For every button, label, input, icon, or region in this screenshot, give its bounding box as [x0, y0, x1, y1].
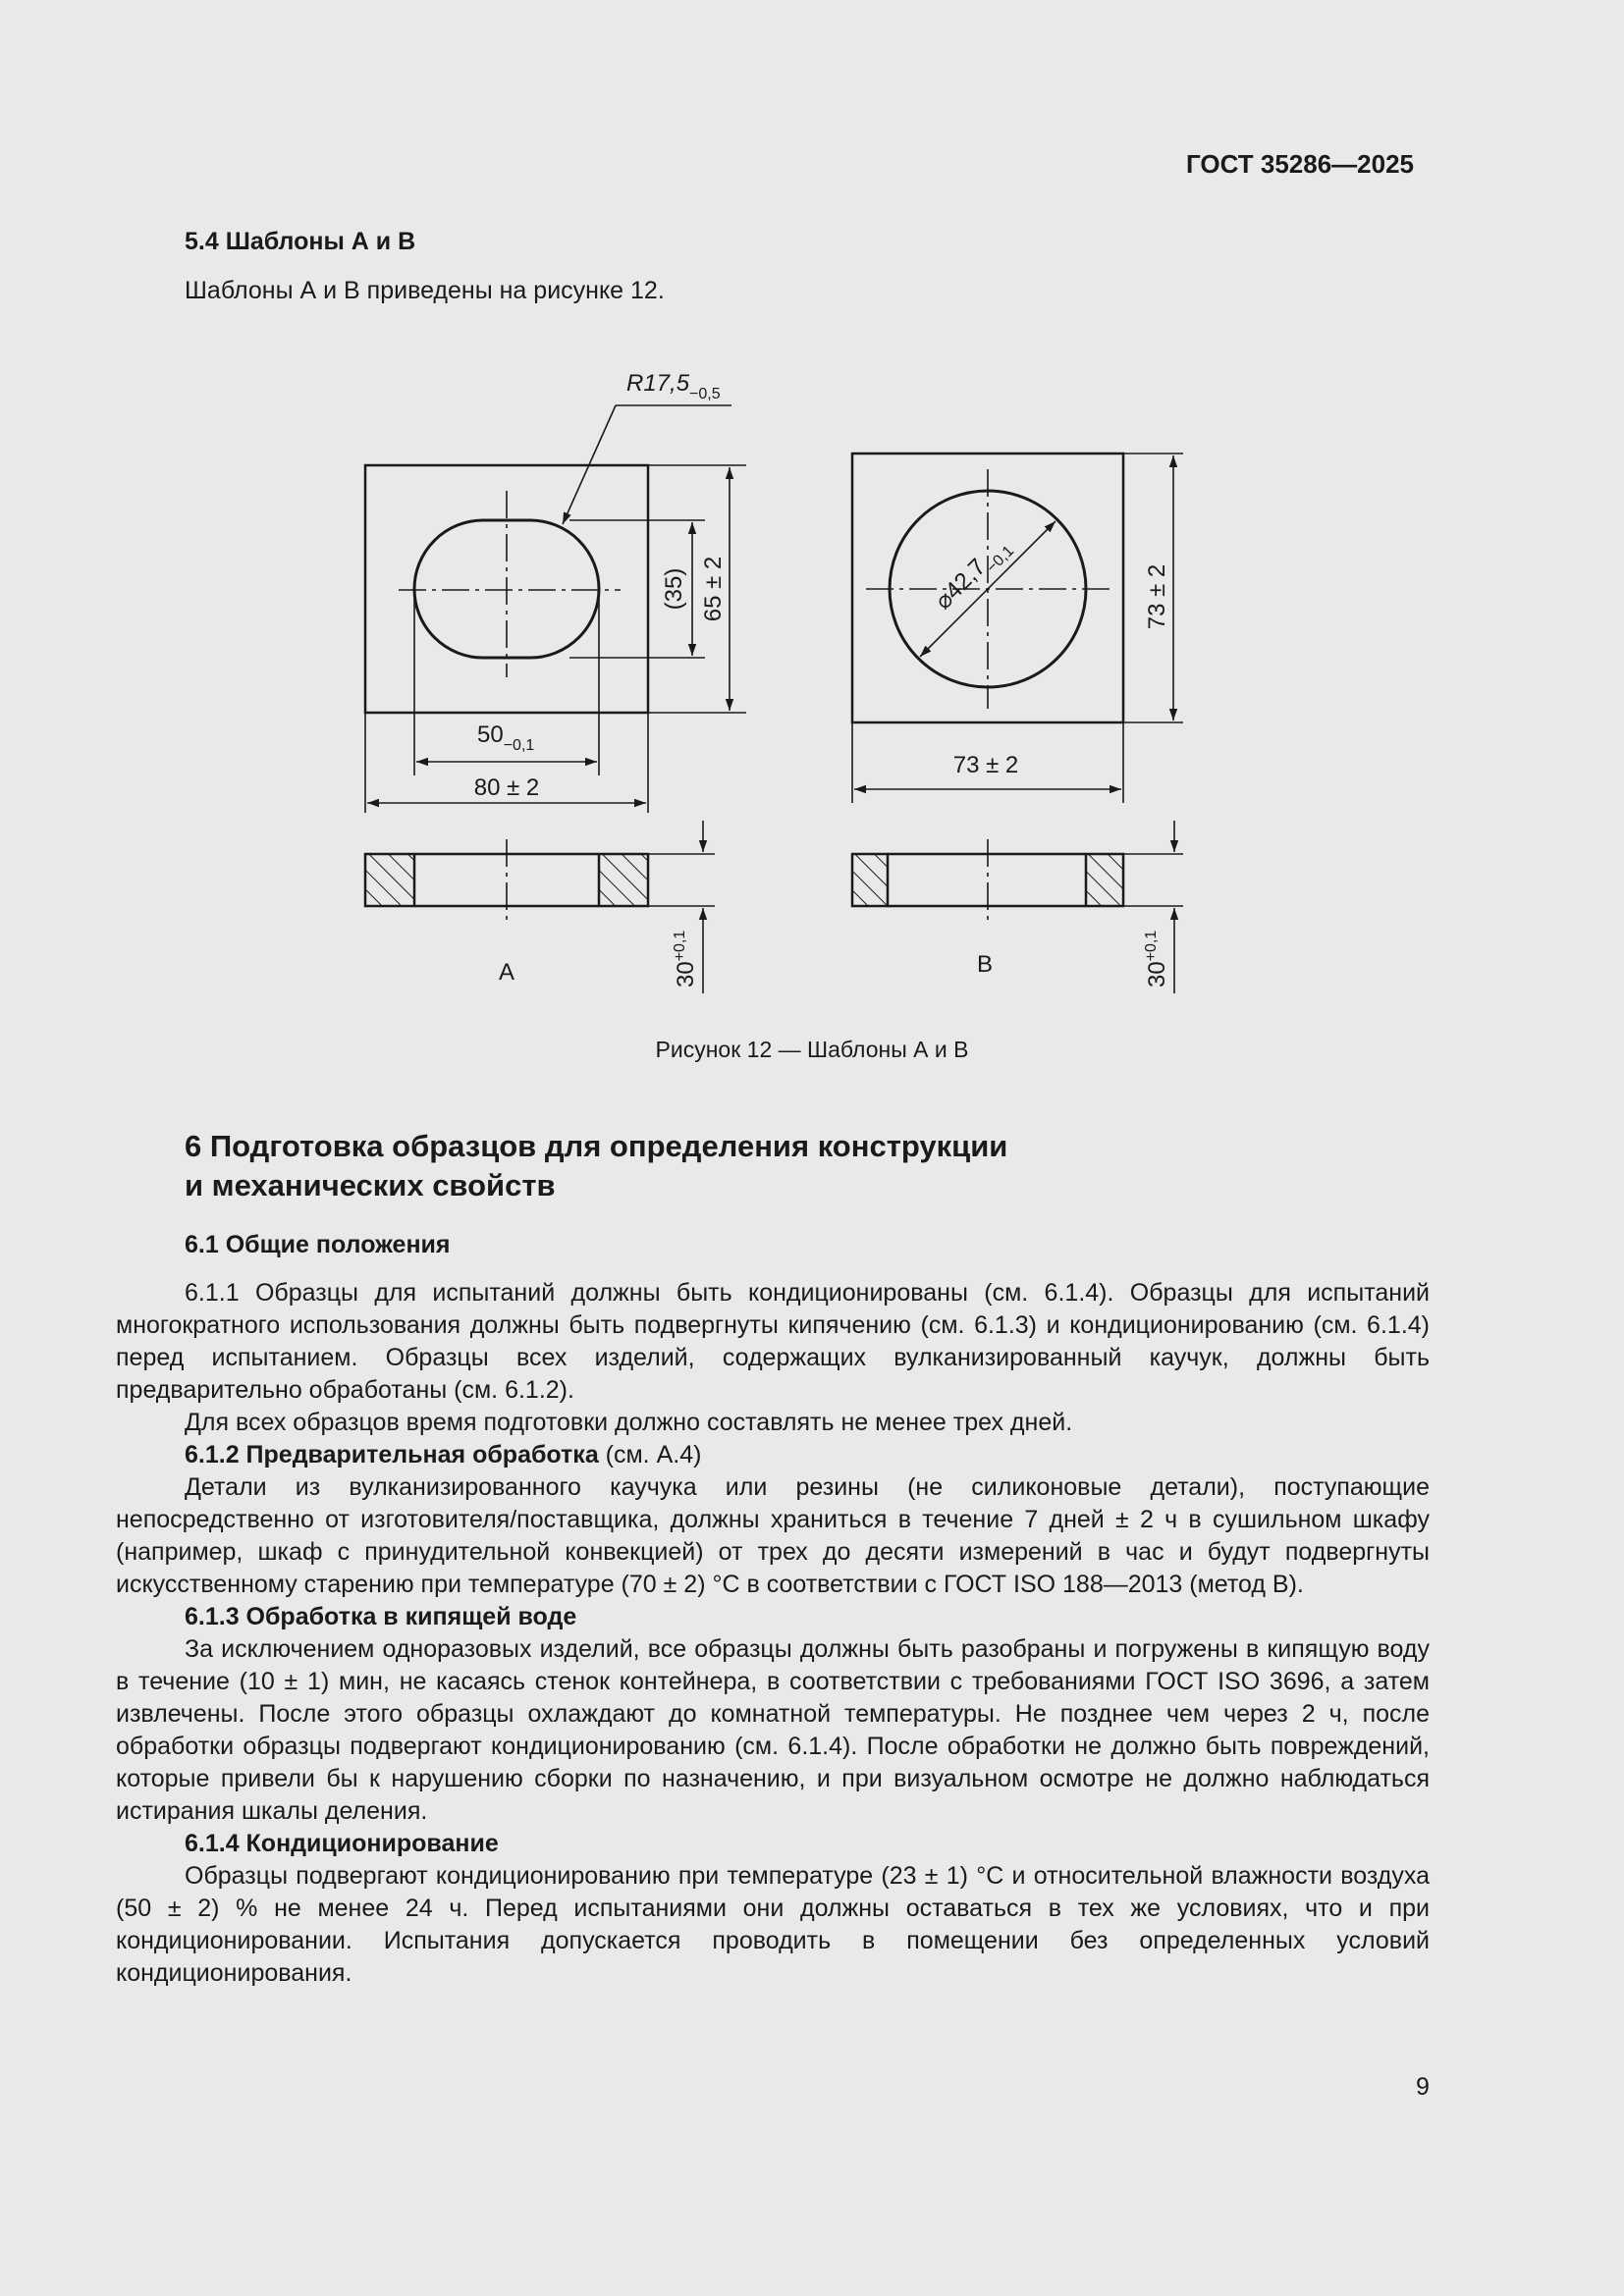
paragraph-6-1-2: Детали из вулканизированного каучука или резины (не силиконовые детали), поступающие непосредственно от изготовителя/поставщика, должны храниться в течение 7 дней ± 2 ч в сушильном шкафу (например, шкаф с принудительной конвекцией) от трех до десяти измерений в час и будут подвергнуты искусственному старению при температуре (70 ± 2) °С в соответствии с ГОСТ ISO 188—2013 (метод В). [116, 1473, 1430, 1598]
radius-label: $R17,5_{-0,5}$ [626, 370, 721, 402]
dim-80-label: 80 ± 2 [473, 774, 540, 801]
thickness-a-label: $30^{+0,1}$ [672, 930, 699, 988]
page-number: 9 [1416, 2073, 1430, 2101]
section-6-body [116, 1229, 1430, 1990]
template-a-label: А [499, 959, 515, 986]
dim-73-horizontal-label: 73 ± 2 [952, 752, 1019, 778]
paragraph-6-1-3: За исключением одноразовых изделий, все образцы должны быть разобраны и погружены в кипящую воду в течение (10 ± 1) мин, не касаясь стенок контейнера, в соответствии с требованиями ГОСТ ISO 3696, а затем извлечены. После этого образцы охлаждают до комнатной температуры. Не позднее чем через 2 ч, после обработки образцы подвергают кондиционированию (см. 6.1.4). После обработки не должно быть повреждений, которые привели бы к нарушению сборки по назначению, и при визуальном осмотре не должно наблюдаться истирания шкалы деления. [116, 1635, 1430, 1825]
thickness-b-label: $30^{+0,1}$ [1143, 930, 1170, 988]
paragraph-6-1-1: 6.1.1 Образцы для испытаний должны быть кондиционированы (см. 6.1.4). Образцы для испытаний многократного использования должны быть подвергнуты кипячению (см. 6.1.3) и кондиционированию (см. 6.1.4) перед испытанием. Образцы всех изделий, содержащих вулканизированный каучук, должны быть предварительно обработаны (см. 6.1.2). [116, 1279, 1430, 1404]
dim-73-vertical-label: 73 ± 2 [1144, 563, 1170, 630]
paragraph-6-1-4: Образцы подвергают кондиционированию при температуре (23 ± 1) °С и относительной влажности воздуха (50 ± 2) % не менее 24 ч. Перед испытаниями они должны оставаться в тех же условиях, что и при кондиционировании. Испытания допускается проводить в помещении без определенных условий кондиционирования. [116, 1862, 1430, 1987]
standard-designation: ГОСТ 35286—2025 [1186, 149, 1414, 179]
figure-caption: Рисунок 12 — Шаблоны А и В [655, 1037, 969, 1062]
diameter-label: $⌀42,7_{-0,1}$ [930, 542, 1018, 615]
section-5-4-title: 5.4 Шаблоны А и В [185, 228, 416, 255]
dim-50-label: $50_{-0,1}$ [477, 721, 535, 754]
section-6-1-2-title: 6.1.2 Предварительная обработка (см. А.4) [185, 1441, 702, 1468]
section-6-title: 6 Подготовка образцов для определения конструкции и механических свойств [185, 1129, 1008, 1202]
section-6-1-3-title: 6.1.3 Обработка в кипящей воде [185, 1603, 577, 1630]
dim-65-label: 65 ± 2 [700, 556, 727, 622]
paragraph-6-1-1-b: Для всех образцов время подготовки должно составлять не менее трех дней. [185, 1409, 1073, 1436]
figure-12-drawing [0, 353, 1624, 1021]
section-5-4-text: Шаблоны А и В приведены на рисунке 12. [185, 277, 665, 304]
section-6-1-4-title: 6.1.4 Кондиционирование [185, 1830, 499, 1857]
template-b-label: В [977, 951, 994, 978]
section-6-1-title: 6.1 Общие положения [185, 1231, 451, 1258]
dim-35-label: (35) [661, 567, 687, 611]
